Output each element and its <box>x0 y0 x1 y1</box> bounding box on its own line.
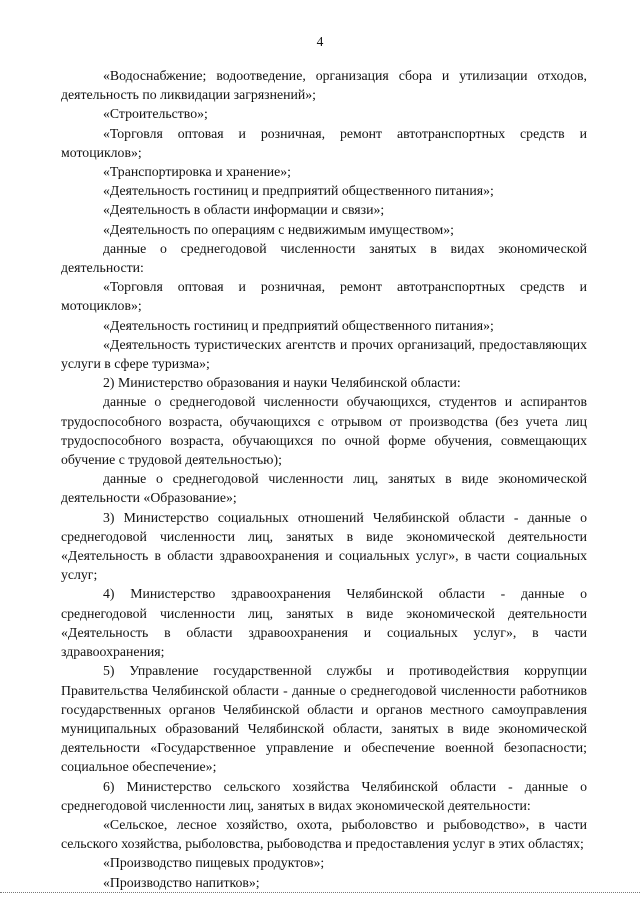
paragraph: «Транспортировка и хранение»; <box>103 164 292 180</box>
paragraph: «Деятельность гостиниц и предприятий общественного питания»; <box>103 317 494 333</box>
paragraph: 5) Управление государственной службы и противодействия коррупции Правительства Челябинской области - данные о среднегодовой численности работников государственных органов Челябинской области и органов местного самоуправления муниципальных образований Челябинской области, занятых в виде экономической деятельности «Государственное управление и обеспечение военной безопасности; социальное обеспечение»; <box>61 663 587 775</box>
paragraph: «Торговля оптовая и розничная, ремонт автотранспортных средств и мотоциклов»; <box>61 279 587 314</box>
paragraph: 6) Министерство сельского хозяйства Челябинской области - данные о среднегодовой численности лиц, занятых в видах экономической деятельности: <box>61 778 587 813</box>
paragraph: 2) Министерство образования и науки Челябинской области: <box>103 375 461 391</box>
paragraph: «Деятельность в области информации и связи»; <box>103 202 385 218</box>
paragraph: «Водоснабжение; водоотведение, организация сбора и утилизации отходов, деятельность по ликвидации загрязнений»; <box>61 68 587 103</box>
paragraph: «Строительство»; <box>103 106 208 122</box>
document-body <box>61 66 587 892</box>
paragraph: данные о среднегодовой численности обучающихся, студентов и аспирантов трудоспособного возраста, обучающихся с отрывом от производства (без учета лиц трудоспособного возраста, обучающихся по очной форме обучения, совмещающих обучение с трудовой деятельностью); <box>61 394 587 468</box>
paragraph: 3) Министерство социальных отношений Челябинской области - данные о среднегодовой численности лиц, занятых в виде экономической деятельности «Деятельность в области здравоохранения и социальных услуг», в части социальных услуг; <box>61 509 587 583</box>
paragraph: «Деятельность туристических агентств и прочих организаций, предоставляющих услуги в сфере туризма»; <box>61 336 587 372</box>
paragraph: «Производство напитков»; <box>103 874 260 890</box>
paragraph: 4) Министерство здравоохранения Челябинской области - данные о среднегодовой численности лиц, занятых в виде экономической деятельности «Деятельность в области здравоохранения и социальных услуг», в части здравоохранения; <box>61 586 587 660</box>
paragraph: «Торговля оптовая и розничная, ремонт автотранспортных средств и мотоциклов»; <box>61 125 587 160</box>
page-number: 4 <box>316 34 324 49</box>
paragraph: «Деятельность гостиниц и предприятий общественного питания»; <box>103 183 494 199</box>
paragraph: данные о среднегодовой численности занятых в видах экономической деятельности: <box>61 240 587 276</box>
paragraph: «Сельское, лесное хозяйство, охота, рыболовство и рыбоводство», в части сельского хозяйства, рыболовства, рыбоводства и предоставления услуг в этих областях; <box>61 816 587 852</box>
paragraph: «Производство пищевых продуктов»; <box>103 855 325 871</box>
bottom-rule <box>0 892 640 893</box>
paragraph: «Деятельность по операциям с недвижимым имуществом»; <box>103 221 454 237</box>
paragraph: данные о среднегодовой численности лиц, занятых в виде экономической деятельности «Образование»; <box>61 471 587 506</box>
